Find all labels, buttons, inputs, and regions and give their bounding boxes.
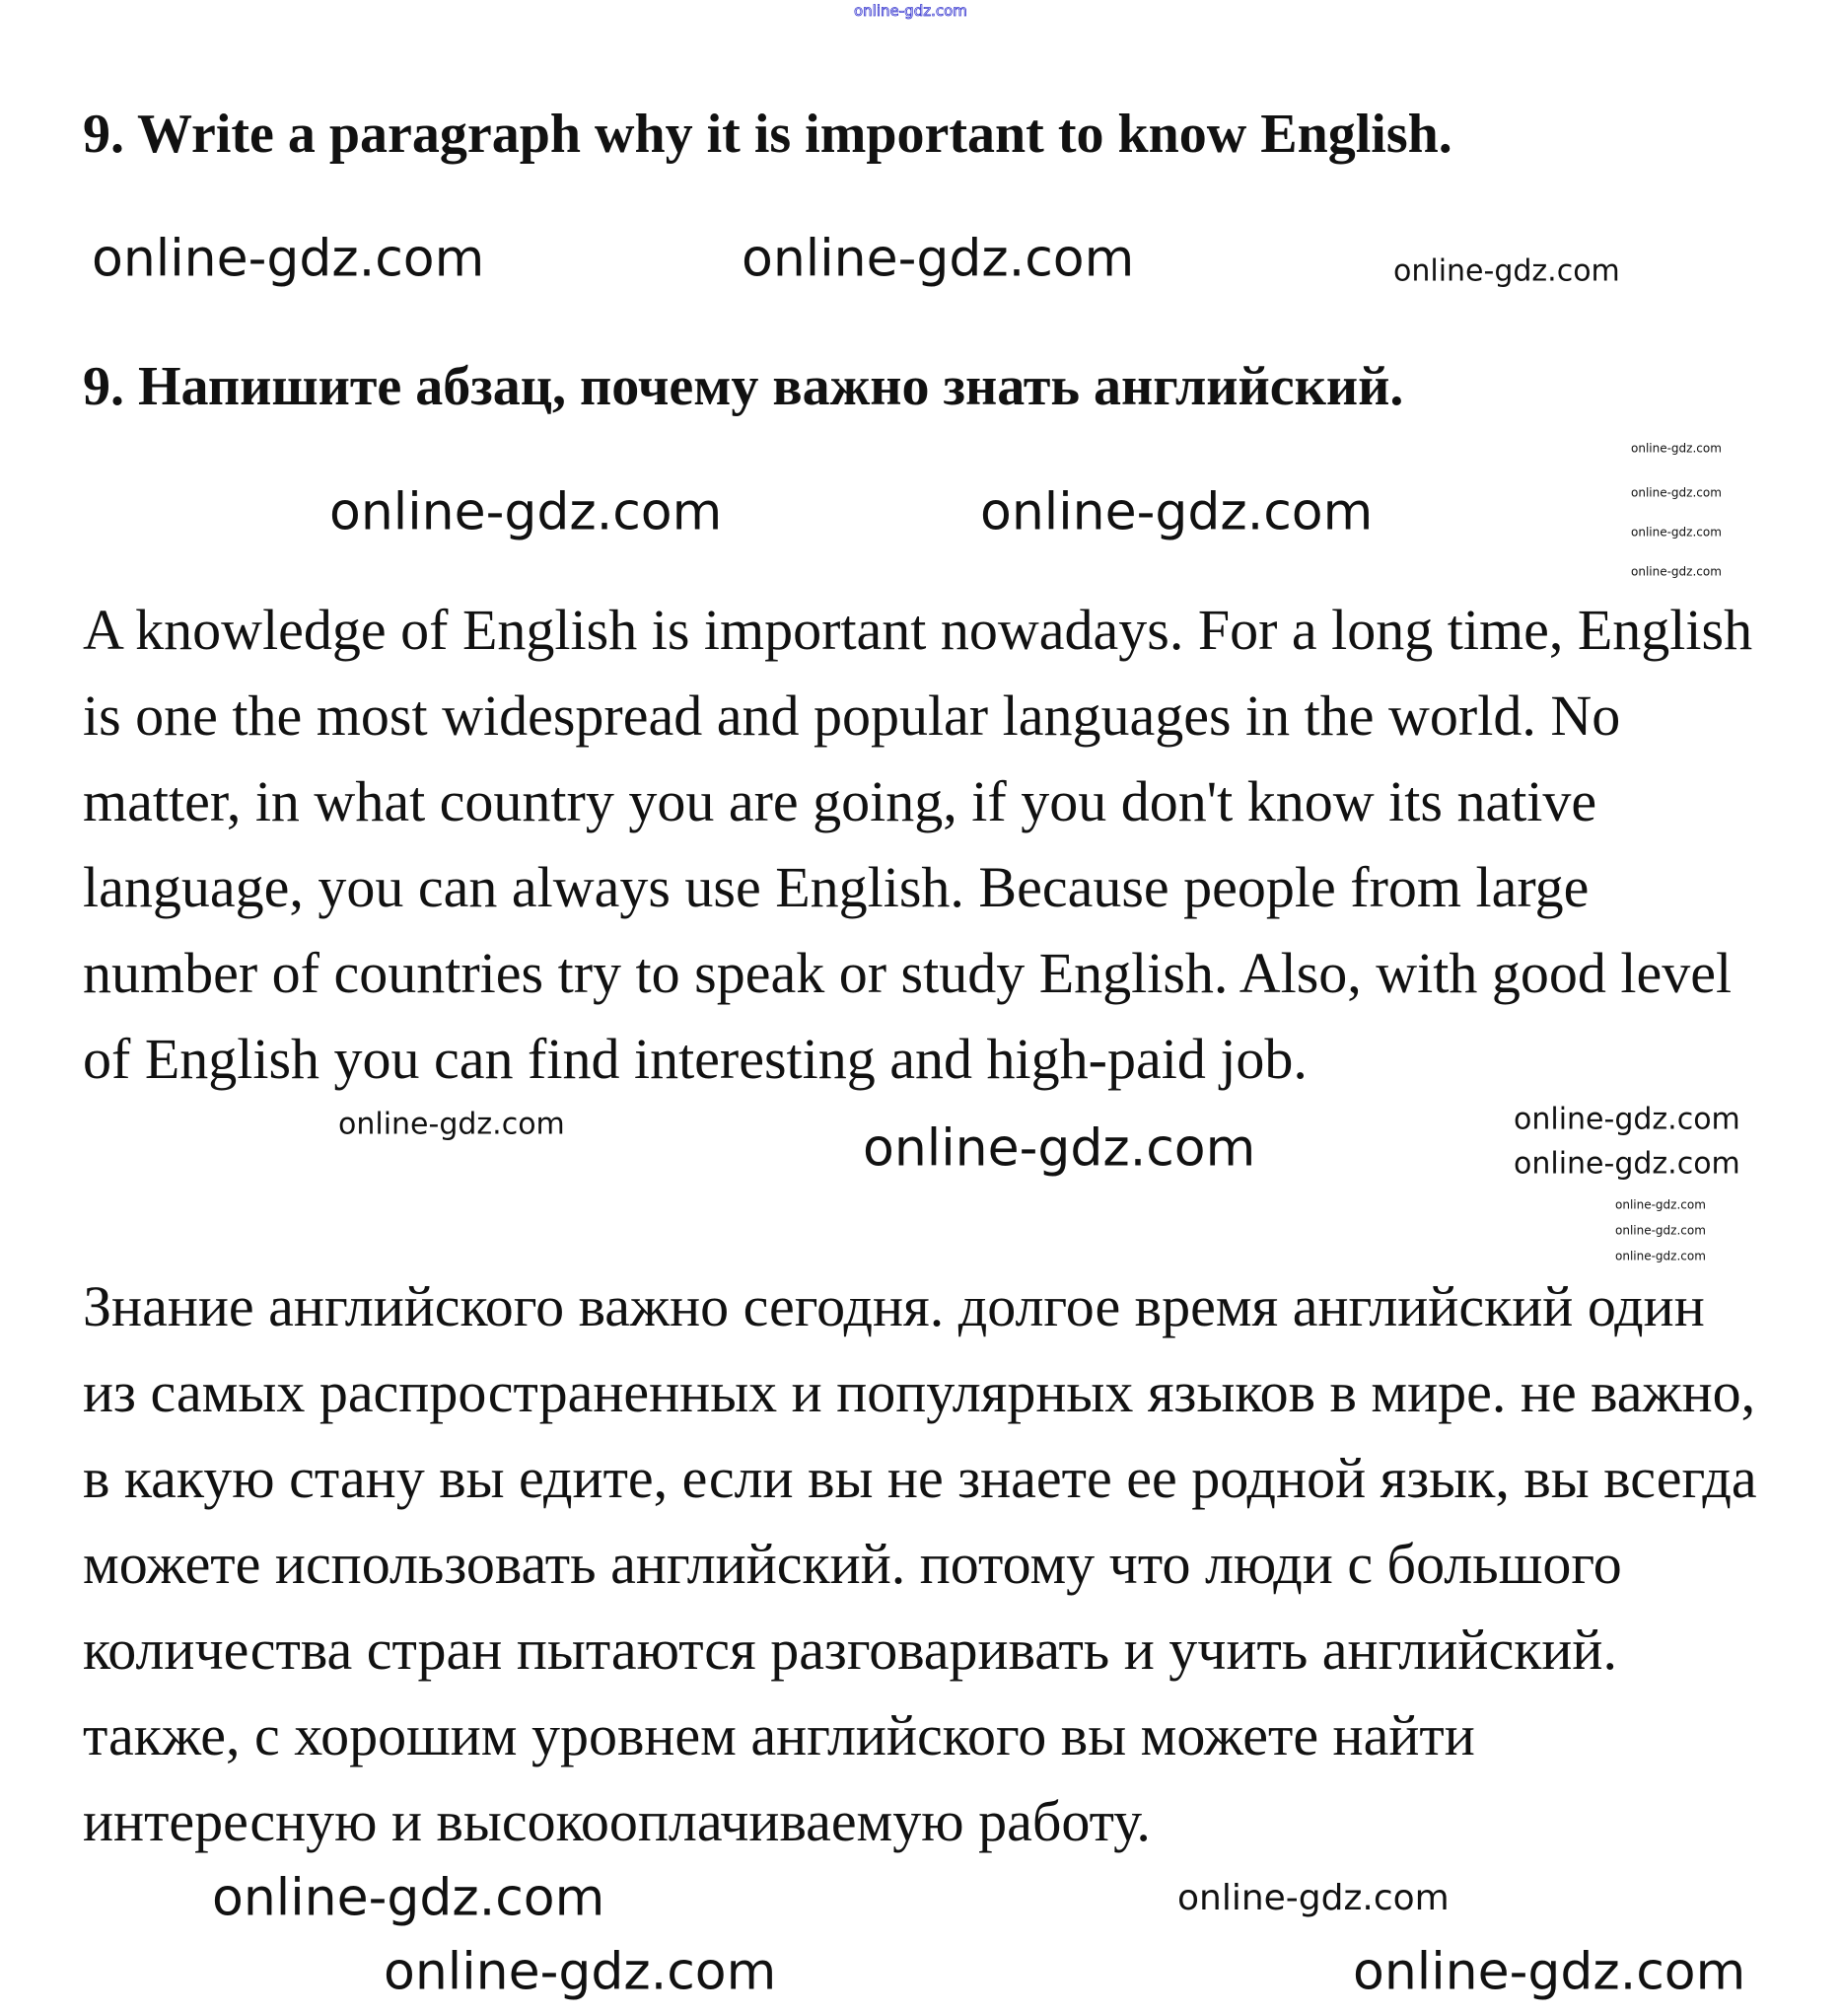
- answer-line: A knowledge of English is important nowadays. For a long time, English: [83, 598, 1753, 662]
- answer-line: matter, in what country you are going, if you don't know its native: [83, 769, 1597, 833]
- answer-line: количества стран пытаются разговаривать и учить английский.: [83, 1618, 1617, 1682]
- watermark: online-gdz.com: [980, 482, 1374, 542]
- watermark: online-gdz.com: [1615, 1223, 1706, 1238]
- watermark: online-gdz.com: [1177, 1878, 1450, 1919]
- answer-line: также, с хорошим уровнем английского вы можете найти: [83, 1703, 1475, 1767]
- watermark: online-gdz.com: [329, 482, 723, 542]
- watermark: online-gdz.com: [92, 229, 485, 289]
- watermark: online-gdz.com: [1631, 485, 1722, 500]
- watermark: online-gdz.com: [1615, 1197, 1706, 1212]
- watermark: online-gdz.com: [1514, 1102, 1740, 1137]
- answer-line: интересную и высокооплачиваемую работу.: [83, 1789, 1151, 1853]
- watermark: online-gdz.com: [384, 1942, 777, 2002]
- answer-line: Знание английского важно сегодня. долгое время английский один: [83, 1274, 1705, 1338]
- watermark: online-gdz.com: [1631, 441, 1722, 456]
- watermark: online-gdz.com: [863, 1118, 1256, 1179]
- watermark: online-gdz.com: [1631, 525, 1722, 540]
- answer-line: language, you can always use English. Because people from large: [83, 855, 1590, 919]
- answer-line: в какую стану вы едите, если вы не знаете ее родной язык, вы всегда: [83, 1446, 1757, 1510]
- watermark: online-gdz.com: [854, 1, 967, 20]
- answer-line: of English you can find interesting and high-paid job.: [83, 1027, 1308, 1091]
- answer-line: is one the most widespread and popular languages in the world. No: [83, 684, 1621, 748]
- answer-line: можете использовать английский. потому что люди с большого: [83, 1532, 1622, 1596]
- watermark: online-gdz.com: [212, 1868, 605, 1928]
- watermark: online-gdz.com: [1514, 1146, 1740, 1182]
- watermark: online-gdz.com: [1393, 253, 1620, 289]
- watermark: online-gdz.com: [742, 229, 1135, 289]
- answer-line: из самых распространенных и популярных языков в мире. не важно,: [83, 1360, 1756, 1424]
- watermark: online-gdz.com: [1353, 1942, 1746, 2002]
- heading-russian: 9. Напишите абзац, почему важно знать английский.: [83, 356, 1404, 417]
- watermark: online-gdz.com: [338, 1107, 565, 1142]
- heading-english: 9. Write a paragraph why it is important to know English.: [83, 104, 1452, 165]
- answer-line: number of countries try to speak or study English. Also, with good level: [83, 941, 1733, 1005]
- watermark: online-gdz.com: [1631, 564, 1722, 579]
- watermark: online-gdz.com: [1615, 1249, 1706, 1263]
